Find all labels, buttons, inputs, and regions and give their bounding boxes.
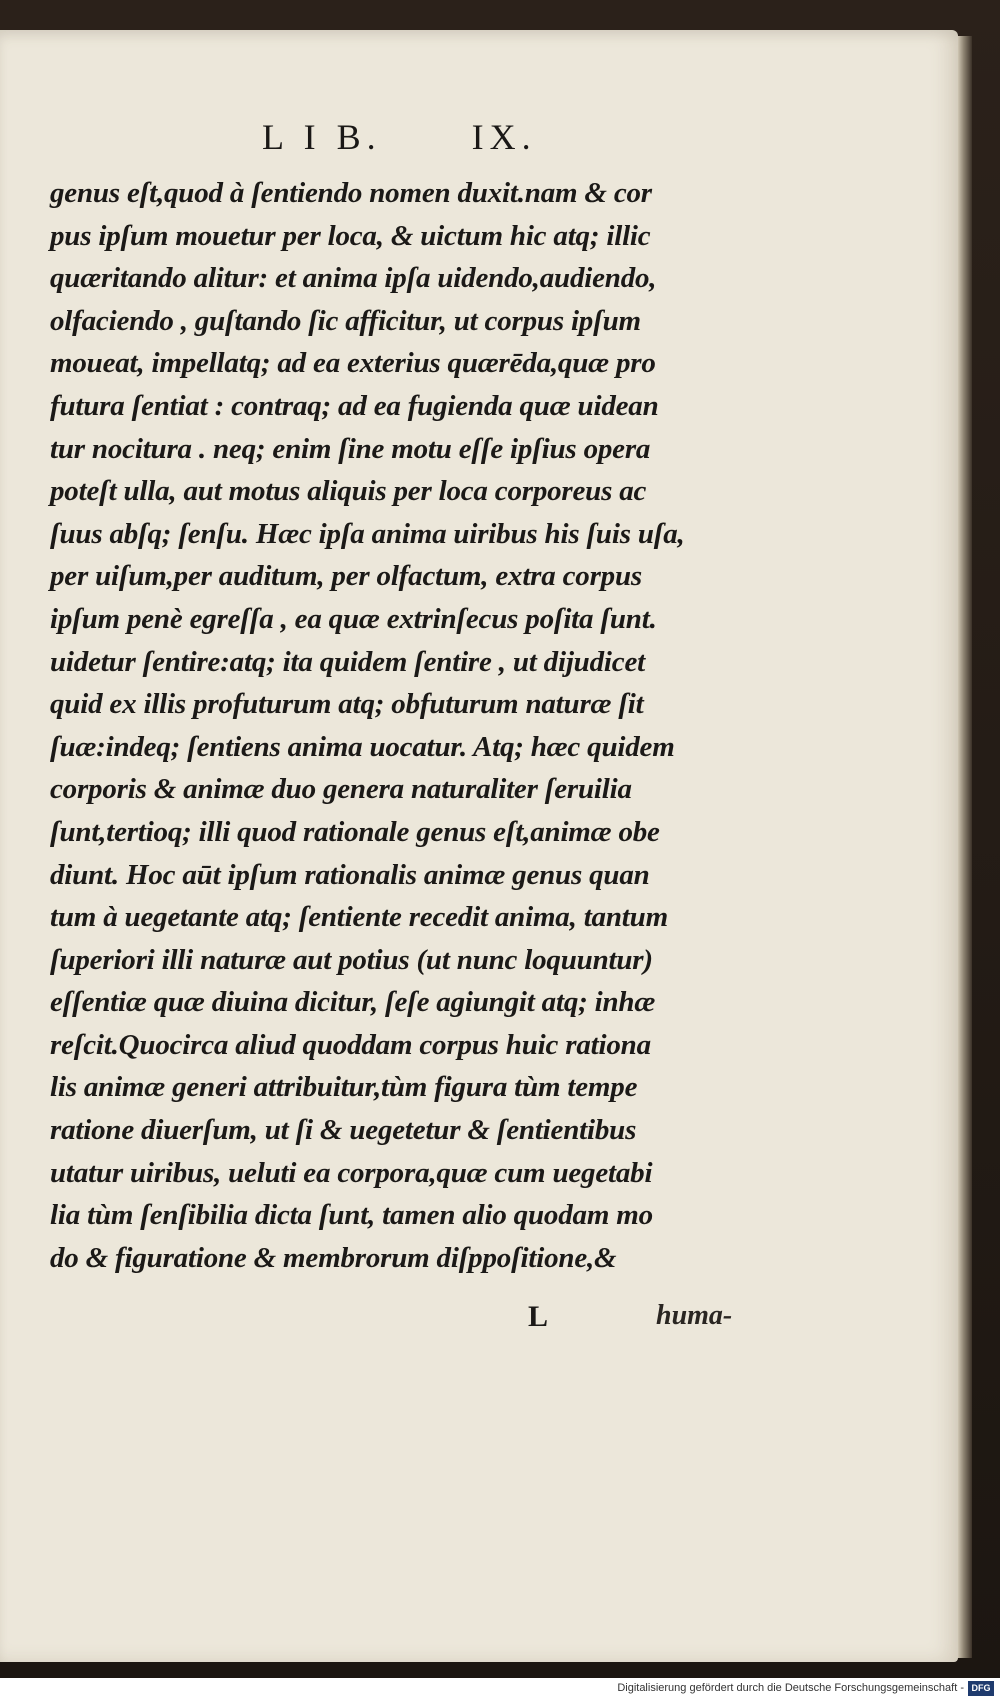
catchword-row	[490, 1300, 770, 1344]
text-line: ratione diuerſum, ut ſi & uegetetur & ſentientibus	[50, 1114, 637, 1147]
text-line: ſuæ:indeq; ſentiens anima uocatur. Atq; hæc quidem	[50, 730, 675, 763]
text-line: diunt. Hoc aūt ipſum rationalis animæ genus quan	[50, 858, 650, 891]
text-line: pus ipſum mouetur per loca, & uictum hic atq; illic	[50, 219, 651, 252]
running-head: L I B. IX.	[262, 117, 537, 157]
text-line: reſcit.Quocirca aliud quoddam corpus huic rationa	[50, 1028, 651, 1061]
text-line: poteſt ulla, aut motus aliquis per loca corporeus ac	[50, 475, 647, 508]
text-line: lis animæ generi attribuitur,tùm figura tùm tempe	[50, 1071, 638, 1104]
text-block	[50, 172, 770, 1279]
text-line: utatur uiribus, ueluti ea corpora,quæ cum uegetabi	[50, 1156, 653, 1189]
text-line: ſuus abſq; ſenſu. Hæc ipſa anima uiribus his ſuis uſa,	[50, 517, 685, 550]
signature-mark: L	[528, 1300, 549, 1333]
text-line: uidetur ſentire:atq; ita quidem ſentire , ut dijudicet	[50, 645, 645, 678]
funding-credit: Digitalisierung gefördert durch die Deutsche Forschungsgemeinschaft -	[617, 1682, 964, 1694]
text-line: olfaciendo , guſtando ſic afficitur, ut corpus ipſum	[50, 304, 641, 337]
text-line: eſſentiæ quæ diuina dicitur, ſeſe agiungit atq; inhæ	[50, 986, 656, 1019]
text-line: ſuperiori illi naturæ aut potius (ut nunc loquuntur)	[50, 943, 653, 976]
text-line: quid ex illis profuturum atq; obfuturum naturæ ſit	[50, 688, 644, 721]
catchword: huma-	[656, 1300, 733, 1331]
text-line: corporis & animæ duo genera naturaliter ſeruilia	[50, 773, 632, 806]
text-line: ipſum penè egreſſa , ea quæ extrinſecus poſita ſunt.	[50, 602, 657, 635]
text-line: tur nocitura . neq; enim ſine motu eſſe ipſius opera	[50, 432, 651, 465]
text-line: quæritando alitur: et anima ipſa uidendo,audiendo,	[50, 262, 657, 295]
text-line: futura ſentiat : contraq; ad ea fugienda quæ uidean	[50, 389, 659, 422]
text-line: do & figuratione & membrorum diſppoſitione,&	[50, 1241, 617, 1274]
page-fore-edge	[958, 36, 972, 1658]
text-line: ſunt,tertioq; illi quod rationale genus eſt,animæ obe	[50, 815, 660, 848]
text-line: per uiſum,per auditum, per olfactum, extra corpus	[50, 560, 642, 593]
text-line: lia tùm ſenſibilia dicta ſunt, tamen alio quodam mo	[50, 1199, 653, 1232]
text-line: moueat, impellatq; ad ea exterius quærēda,quæ pro	[50, 347, 656, 380]
text-line: genus eſt,quod à ſentiendo nomen duxit.nam & cor	[50, 177, 652, 209]
text-line: tum à uegetante atq; ſentiente recedit anima, tantum	[50, 901, 668, 934]
footer-bar	[0, 1678, 1000, 1701]
dfg-logo: DFG	[968, 1681, 994, 1696]
